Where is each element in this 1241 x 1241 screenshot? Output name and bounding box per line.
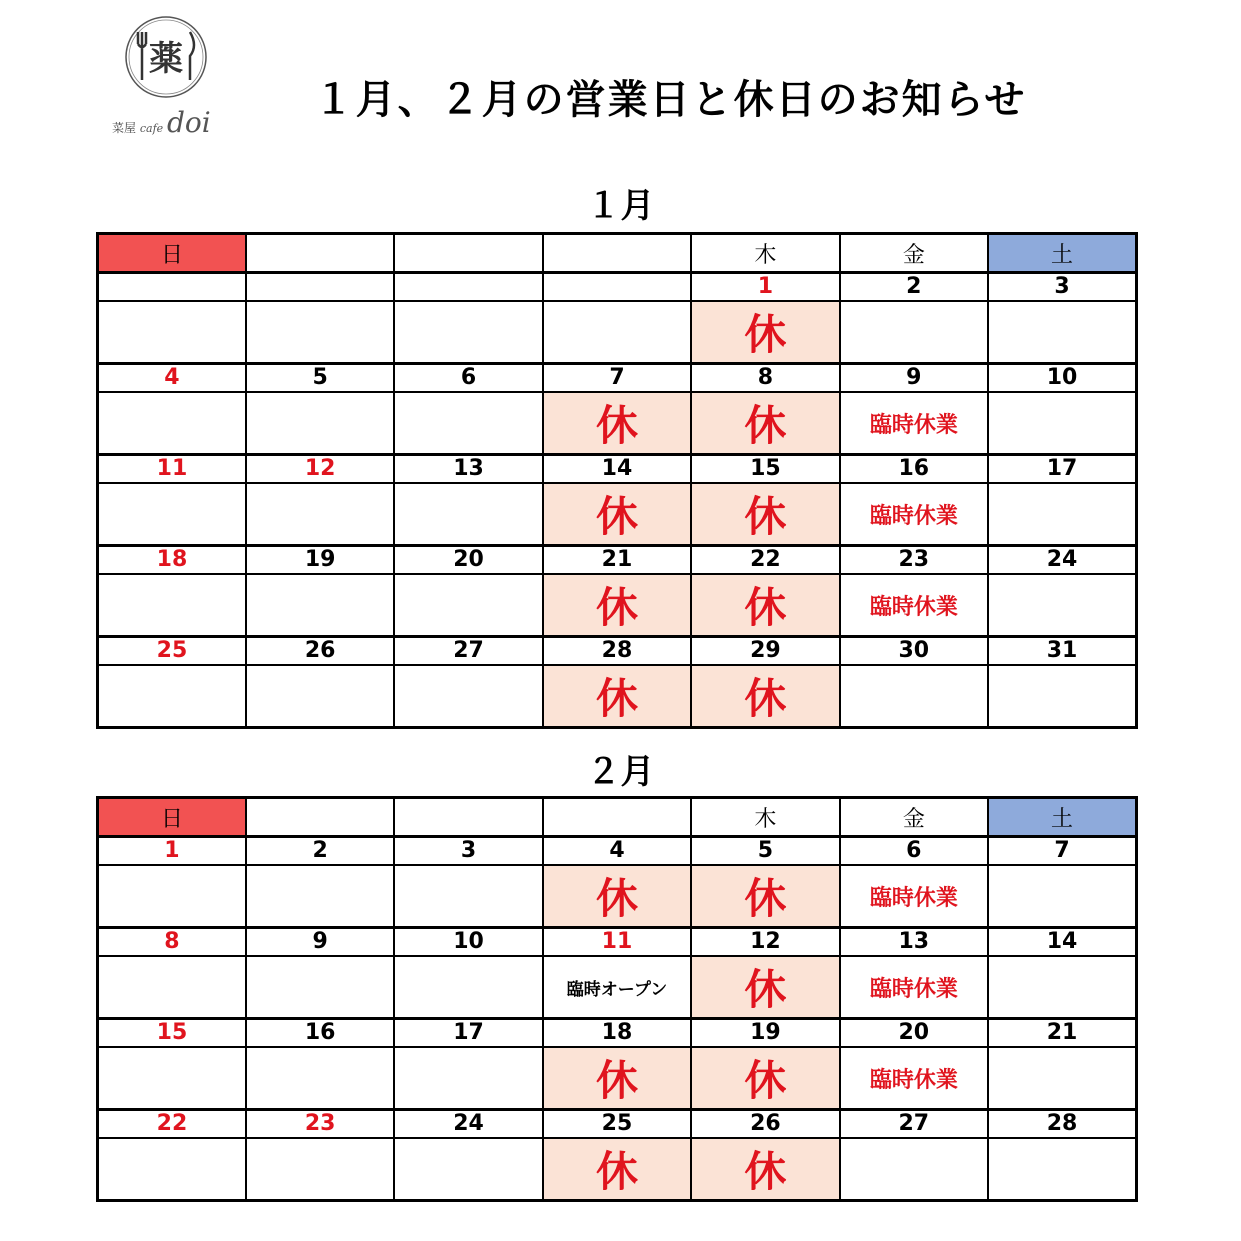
empty-status-cell <box>988 865 1136 928</box>
date-number-cell: 24 <box>394 1110 542 1139</box>
weekday-header-cell: 金 <box>840 798 988 837</box>
date-number-cell: 11 <box>543 928 691 957</box>
date-number-cell: 10 <box>394 928 542 957</box>
weekday-header-cell <box>246 234 394 273</box>
date-number-cell: 3 <box>394 837 542 866</box>
empty-status-cell <box>246 483 394 546</box>
date-number-cell <box>394 273 542 302</box>
date-number-cell: 3 <box>988 273 1136 302</box>
date-number-cell: 18 <box>543 1019 691 1048</box>
date-number-cell: 31 <box>988 637 1136 666</box>
empty-status-cell <box>988 483 1136 546</box>
temporary-closure-cell: 臨時休業 <box>840 865 988 928</box>
date-number-cell: 7 <box>543 364 691 393</box>
date-number-cell: 14 <box>543 455 691 484</box>
logo-cafe-text: cafe <box>139 122 164 135</box>
date-number-cell: 19 <box>246 546 394 575</box>
closed-day-cell: 休 <box>543 1047 691 1110</box>
date-number-cell: 15 <box>98 1019 246 1048</box>
weekday-header-cell: 金 <box>840 234 988 273</box>
weekday-header-row <box>98 798 1137 837</box>
empty-status-cell <box>98 1047 246 1110</box>
page-title: １月、２月の営業日と休日のお知らせ <box>313 77 1027 123</box>
empty-status-cell <box>246 1138 394 1201</box>
logo-brand-text: 菜屋 <box>112 121 137 135</box>
empty-status-cell <box>246 301 394 364</box>
date-number-cell: 20 <box>840 1019 988 1048</box>
month-title-february: ２月 <box>586 752 655 792</box>
date-number-cell: 27 <box>840 1110 988 1139</box>
empty-status-cell <box>394 956 542 1019</box>
date-number-cell: 22 <box>691 546 839 575</box>
svg-text:薬: 薬 <box>149 39 183 79</box>
closed-day-cell: 休 <box>691 1138 839 1201</box>
empty-status-cell <box>543 301 691 364</box>
date-number-cell: 28 <box>988 1110 1136 1139</box>
empty-status-cell <box>246 956 394 1019</box>
date-number-cell: 16 <box>840 455 988 484</box>
date-number-cell: 5 <box>691 837 839 866</box>
date-number-cell: 13 <box>394 455 542 484</box>
temporary-closure-cell: 臨時休業 <box>840 483 988 546</box>
status-row <box>98 665 1137 728</box>
empty-status-cell <box>394 1138 542 1201</box>
empty-status-cell <box>988 665 1136 728</box>
empty-status-cell <box>246 574 394 637</box>
date-number-row <box>98 1019 1137 1048</box>
empty-status-cell <box>394 574 542 637</box>
date-number-cell: 28 <box>543 637 691 666</box>
empty-status-cell <box>98 483 246 546</box>
date-number-cell: 19 <box>691 1019 839 1048</box>
date-number-cell: 17 <box>988 455 1136 484</box>
month-title-january: １月 <box>586 186 655 226</box>
weekday-header-cell: 日 <box>98 234 246 273</box>
weekday-header-cell <box>394 234 542 273</box>
date-number-cell: 25 <box>98 637 246 666</box>
closed-day-cell: 休 <box>543 483 691 546</box>
closed-day-cell: 休 <box>691 483 839 546</box>
status-row <box>98 392 1137 455</box>
closed-day-cell: 休 <box>691 574 839 637</box>
weekday-header-cell: 土 <box>988 234 1136 273</box>
logo-wordmark <box>112 106 211 139</box>
empty-status-cell <box>394 665 542 728</box>
date-number-cell: 2 <box>840 273 988 302</box>
closed-day-cell: 休 <box>691 392 839 455</box>
status-row <box>98 574 1137 637</box>
date-number-row <box>98 928 1137 957</box>
empty-status-cell <box>98 1138 246 1201</box>
date-number-cell <box>98 273 246 302</box>
date-number-cell: 21 <box>988 1019 1136 1048</box>
date-number-cell: 11 <box>98 455 246 484</box>
temporary-closure-cell: 臨時休業 <box>840 956 988 1019</box>
date-number-cell: 27 <box>394 637 542 666</box>
empty-status-cell <box>246 865 394 928</box>
calendar-february <box>96 796 1138 1202</box>
weekday-header-cell <box>543 798 691 837</box>
logo-script-text: doi <box>166 106 211 139</box>
status-row <box>98 956 1137 1019</box>
date-number-cell: 10 <box>988 364 1136 393</box>
date-number-cell: 8 <box>98 928 246 957</box>
weekday-header-cell <box>246 798 394 837</box>
date-number-cell: 9 <box>840 364 988 393</box>
weekday-header-row <box>98 234 1137 273</box>
temporary-closure-cell: 臨時休業 <box>840 392 988 455</box>
date-number-cell: 6 <box>840 837 988 866</box>
status-row <box>98 865 1137 928</box>
weekday-header-cell: 木 <box>691 234 839 273</box>
empty-status-cell <box>394 865 542 928</box>
date-number-cell <box>543 273 691 302</box>
closed-day-cell: 休 <box>543 574 691 637</box>
empty-status-cell <box>98 956 246 1019</box>
date-number-cell: 23 <box>840 546 988 575</box>
date-number-row <box>98 546 1137 575</box>
date-number-row <box>98 455 1137 484</box>
date-number-cell: 23 <box>246 1110 394 1139</box>
date-number-cell: 8 <box>691 364 839 393</box>
empty-status-cell <box>98 392 246 455</box>
date-number-cell: 12 <box>246 455 394 484</box>
closed-day-cell: 休 <box>543 665 691 728</box>
date-number-cell: 20 <box>394 546 542 575</box>
empty-status-cell <box>246 392 394 455</box>
empty-status-cell <box>840 665 988 728</box>
closed-day-cell: 休 <box>543 392 691 455</box>
empty-status-cell <box>246 665 394 728</box>
empty-status-cell <box>988 1138 1136 1201</box>
empty-status-cell <box>840 301 988 364</box>
date-number-row <box>98 1110 1137 1139</box>
date-number-cell: 6 <box>394 364 542 393</box>
status-row <box>98 301 1137 364</box>
empty-status-cell <box>98 301 246 364</box>
date-number-cell: 26 <box>691 1110 839 1139</box>
date-number-cell: 9 <box>246 928 394 957</box>
closed-day-cell: 休 <box>543 1138 691 1201</box>
date-number-cell: 17 <box>394 1019 542 1048</box>
date-number-cell: 5 <box>246 364 394 393</box>
empty-status-cell <box>988 392 1136 455</box>
empty-status-cell <box>98 665 246 728</box>
date-number-row <box>98 364 1137 393</box>
date-number-cell: 30 <box>840 637 988 666</box>
weekday-header-cell <box>543 234 691 273</box>
empty-status-cell <box>246 1047 394 1110</box>
closed-day-cell: 休 <box>691 956 839 1019</box>
date-number-row <box>98 837 1137 866</box>
weekday-header-cell: 土 <box>988 798 1136 837</box>
date-number-cell: 24 <box>988 546 1136 575</box>
empty-status-cell <box>98 574 246 637</box>
closed-day-cell: 休 <box>691 865 839 928</box>
date-number-cell: 26 <box>246 637 394 666</box>
empty-status-cell <box>988 956 1136 1019</box>
weekday-header-cell <box>394 798 542 837</box>
date-number-cell: 1 <box>691 273 839 302</box>
date-number-cell: 15 <box>691 455 839 484</box>
date-number-cell: 18 <box>98 546 246 575</box>
date-number-cell: 2 <box>246 837 394 866</box>
date-number-cell: 4 <box>543 837 691 866</box>
empty-status-cell <box>988 301 1136 364</box>
logo-emblem-icon <box>108 12 248 107</box>
closed-day-cell: 休 <box>543 865 691 928</box>
status-row <box>98 1047 1137 1110</box>
date-number-cell: 14 <box>988 928 1136 957</box>
calendar-january <box>96 232 1138 729</box>
empty-status-cell <box>98 865 246 928</box>
empty-status-cell <box>394 1047 542 1110</box>
date-number-cell: 4 <box>98 364 246 393</box>
empty-status-cell <box>840 1138 988 1201</box>
empty-status-cell <box>988 574 1136 637</box>
temporary-closure-cell: 臨時休業 <box>840 574 988 637</box>
weekday-header-cell: 日 <box>98 798 246 837</box>
date-number-cell: 7 <box>988 837 1136 866</box>
status-row <box>98 1138 1137 1201</box>
date-number-cell: 1 <box>98 837 246 866</box>
closed-day-cell: 休 <box>691 665 839 728</box>
closed-day-cell: 休 <box>691 301 839 364</box>
empty-status-cell <box>988 1047 1136 1110</box>
empty-status-cell <box>394 301 542 364</box>
date-number-row <box>98 637 1137 666</box>
date-number-cell: 13 <box>840 928 988 957</box>
closed-day-cell: 休 <box>691 1047 839 1110</box>
temporary-open-cell: 臨時オープン <box>543 956 691 1019</box>
date-number-cell: 22 <box>98 1110 246 1139</box>
date-number-cell: 25 <box>543 1110 691 1139</box>
date-number-row <box>98 273 1137 302</box>
date-number-cell: 12 <box>691 928 839 957</box>
weekday-header-cell: 木 <box>691 798 839 837</box>
date-number-cell: 21 <box>543 546 691 575</box>
empty-status-cell <box>394 483 542 546</box>
date-number-cell: 16 <box>246 1019 394 1048</box>
empty-status-cell <box>394 392 542 455</box>
status-row <box>98 483 1137 546</box>
date-number-cell <box>246 273 394 302</box>
date-number-cell: 29 <box>691 637 839 666</box>
temporary-closure-cell: 臨時休業 <box>840 1047 988 1110</box>
